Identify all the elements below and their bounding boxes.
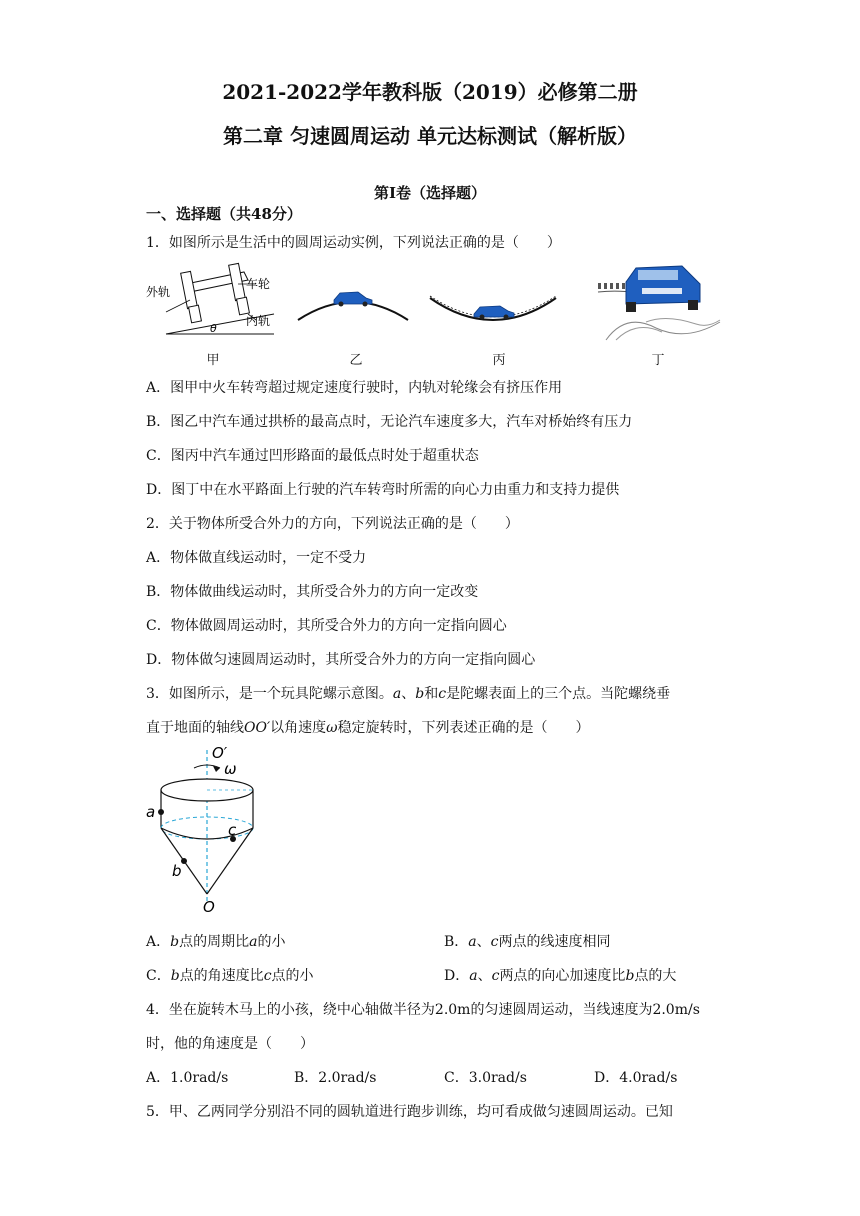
svg-text:O′: O′ [212,744,228,762]
q3-option-d: D．a、c两点的向心加速度比b点的大 [444,968,677,984]
label-theta: θ [210,322,217,335]
q4-option-b: B．2.0rad/s [294,1070,377,1086]
point-b [181,858,187,864]
q4-option-d: D．4.0rad/s [594,1070,678,1086]
q3-stem-line1: 3．如图所示，是一个玩具陀螺示意图。a、b和c是陀螺表面上的三个点。当陀螺绕垂 [146,686,671,702]
figure-label-bing: 丙 [492,353,506,368]
document-title-line1: 2021-2022学年教科版（2019）必修第二册 [222,80,638,104]
svg-text:ω: ω [224,760,237,778]
svg-text:c: c [228,821,237,839]
q4-option-a: A．1.0rad/s [146,1070,229,1086]
figure-concave-road [428,292,558,330]
q3-option-a: A．b点的周期比a的小 [146,934,286,950]
figure-label-yi: 乙 [349,353,363,368]
svg-text:a: a [146,803,156,821]
svg-text:b: b [172,862,182,880]
q4-option-c: C．3.0rad/s [444,1070,527,1086]
q2-option-b: B．物体做曲线运动时，其所受合外力的方向一定改变 [146,584,479,600]
figure-arch-bridge [296,282,410,324]
figure-car-turning [596,262,722,342]
volume-heading: 第Ⅰ卷（选择题） [373,184,487,202]
q1-option-c: C．图丙中汽车通过凹形路面的最低点时处于超重状态 [146,448,479,464]
q3-option-c: C．b点的角速度比c点的小 [146,968,314,984]
q1-option-b: B．图乙中汽车通过拱桥的最高点时，无论汽车速度多大，汽车对桥始终有压力 [146,414,633,430]
q3-option-b: B．a、c两点的线速度相同 [444,934,611,950]
q2-option-c: C．物体做圆周运动时，其所受合外力的方向一定指向圆心 [146,618,507,634]
q4-stem-line1: 4．坐在旋转木马上的小孩，绕中心轴做半径为2.0m的匀速圆周运动，当线速度为2.0m/s [146,1002,700,1018]
figure-train-rails [146,262,281,340]
figure-spinning-top [140,742,280,914]
q2-stem: 2．关于物体所受合外力的方向，下列说法正确的是（ ） [146,516,519,532]
q5-stem-line1: 5．甲、乙两同学分别沿不同的圆轨道进行跑步训练，均可看成做匀速圆周运动。已知 [146,1104,673,1120]
svg-text:O: O [203,898,215,914]
q1-option-d: D．图丁中在水平路面上行驶的汽车转弯时所需的向心力由重力和支持力提供 [146,482,620,498]
document-title-line2: 第二章 匀速圆周运动 单元达标测试（解析版） [223,124,637,148]
label-outer-rail: 外轨 [146,285,171,299]
q2-option-a: A．物体做直线运动时，一定不受力 [146,550,367,566]
figure-label-ding: 丁 [651,353,665,368]
q4-stem-line2: 时，他的角速度是（ ） [146,1036,314,1052]
label-inner-rail: 内轨 [246,314,271,328]
label-wheel: 车轮 [246,277,271,291]
section-heading: 一、选择题（共48分） [146,205,302,223]
q1-stem: 1．如图所示是生活中的圆周运动实例，下列说法正确的是（ ） [146,235,561,251]
figure-label-jia: 甲 [206,353,220,368]
car-icon [474,306,514,317]
point-a [158,809,164,815]
q1-option-a: A．图甲中火车转弯超过规定速度行驶时，内轨对轮缘会有挤压作用 [146,380,563,396]
q3-stem-line2: 直于地面的轴线OO′以角速度ω稳定旋转时，下列表述正确的是（ ） [146,720,590,736]
q2-option-d: D．物体做匀速圆周运动时，其所受合外力的方向一定指向圆心 [146,652,536,668]
